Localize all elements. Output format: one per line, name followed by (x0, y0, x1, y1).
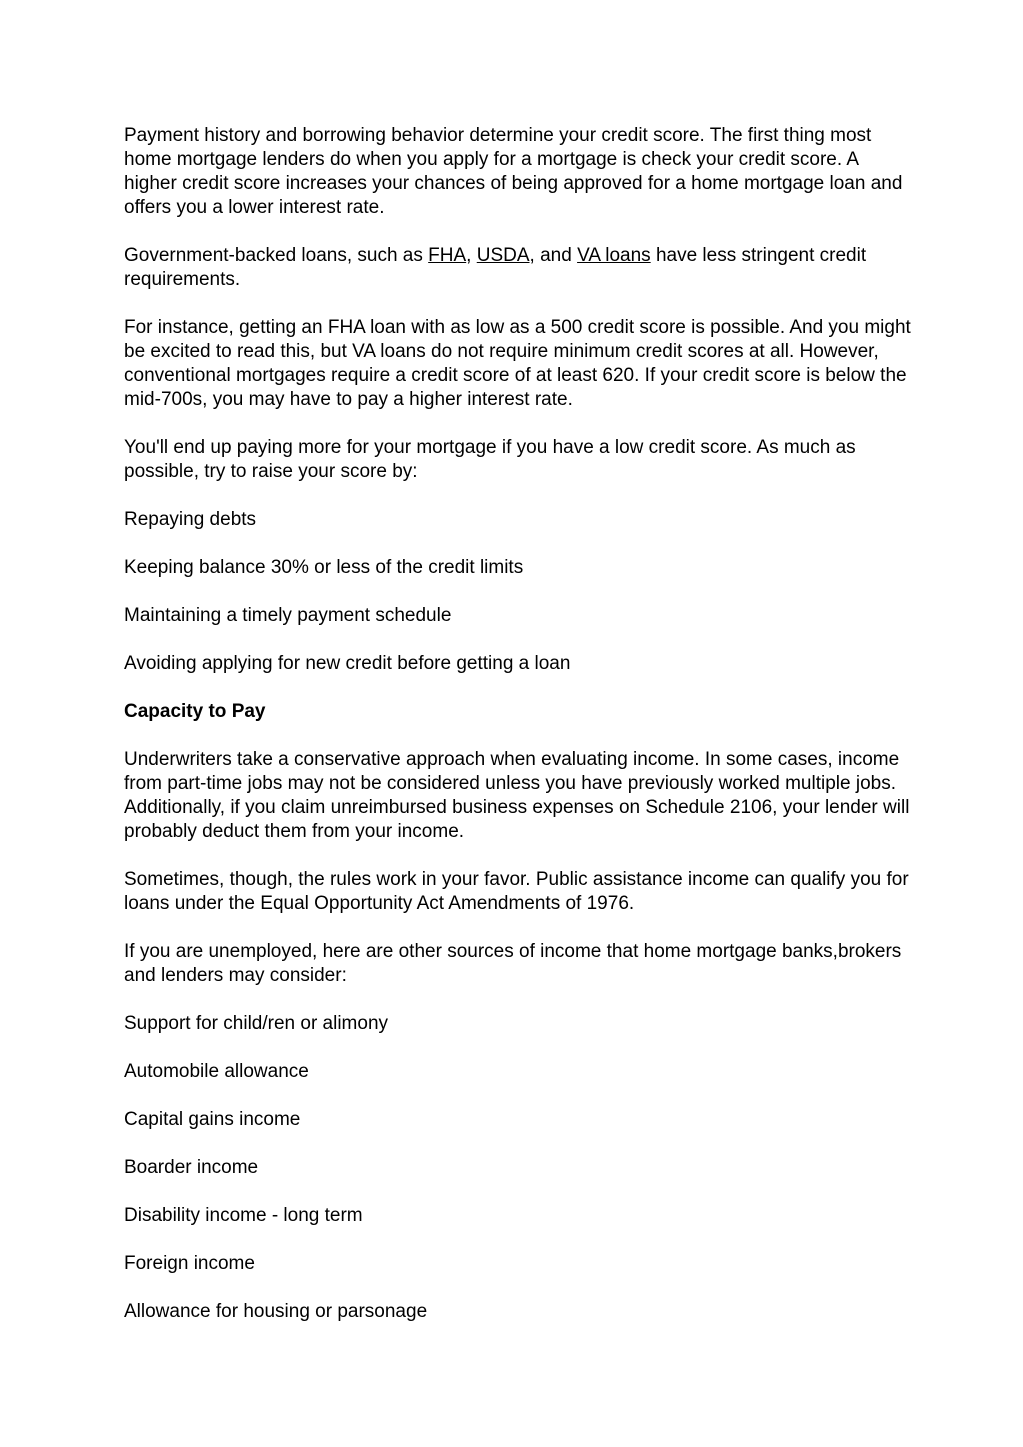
link-va-loans[interactable]: VA loans (577, 245, 651, 266)
text-segment: have less stringent credit requirements. (124, 245, 867, 290)
list-item-tip: Avoiding applying for new credit before getting a loan (124, 653, 571, 674)
paragraph-credit-score: Payment history and borrowing behavior determine your credit score. The first thing most home mortgage lenders do when you apply for a mortgage is check your credit score. A higher credit score increases your chances of being approved for a home mortgage loan and offers you a lower interest rate. (124, 125, 903, 218)
link-usda[interactable]: USDA (476, 245, 530, 266)
text-segment: , (466, 245, 477, 266)
paragraph-underwriters: Underwriters take a conservative approach when evaluating income. In some cases, income from part-time jobs may not be considered unless you have previously worked multiple jobs. Additionally, if you claim unreimbursed business expenses on Schedule 2106, your lender will probably deduct them from your income. (124, 749, 910, 842)
text-segment: Government-backed loans, such as (124, 245, 429, 266)
list-item-income: Allowance for housing or parsonage (124, 1301, 428, 1322)
list-item-income: Automobile allowance (124, 1061, 309, 1082)
list-item-income: Capital gains income (124, 1109, 301, 1130)
text-segment: , and (529, 245, 578, 266)
list-item-income: Support for child/ren or alimony (124, 1013, 389, 1034)
list-item-tip: Maintaining a timely payment schedule (124, 605, 452, 626)
list-item-tip: Repaying debts (124, 509, 257, 530)
paragraph-government-loans (124, 244, 914, 292)
list-item-tip: Keeping balance 30% or less of the credit limits (124, 557, 524, 578)
section-heading-capacity: Capacity to Pay (124, 701, 266, 722)
list-item-income: Boarder income (124, 1157, 259, 1178)
list-item-income: Disability income - long term (124, 1205, 363, 1226)
paragraph-fha-example: For instance, getting an FHA loan with as low as a 500 credit score is possible. And you might be excited to read this, but VA loans do not require minimum credit scores at all. However, conventional mortgages require a credit score of at least 620. If your credit score is below the mid-700s, you may have to pay a higher interest rate. (124, 317, 911, 410)
document-page (124, 124, 914, 1348)
paragraph-public-assistance: Sometimes, though, the rules work in your favor. Public assistance income can qualify you for loans under the Equal Opportunity Act Amendments of 1976. (124, 869, 909, 914)
paragraph-raise-score: You'll end up paying more for your mortgage if you have a low credit score. As much as possible, try to raise your score by: (124, 437, 856, 482)
paragraph-unemployed: If you are unemployed, here are other sources of income that home mortgage banks,brokers and lenders may consider: (124, 941, 902, 986)
list-item-income: Foreign income (124, 1253, 255, 1274)
link-fha[interactable]: FHA (428, 245, 467, 266)
